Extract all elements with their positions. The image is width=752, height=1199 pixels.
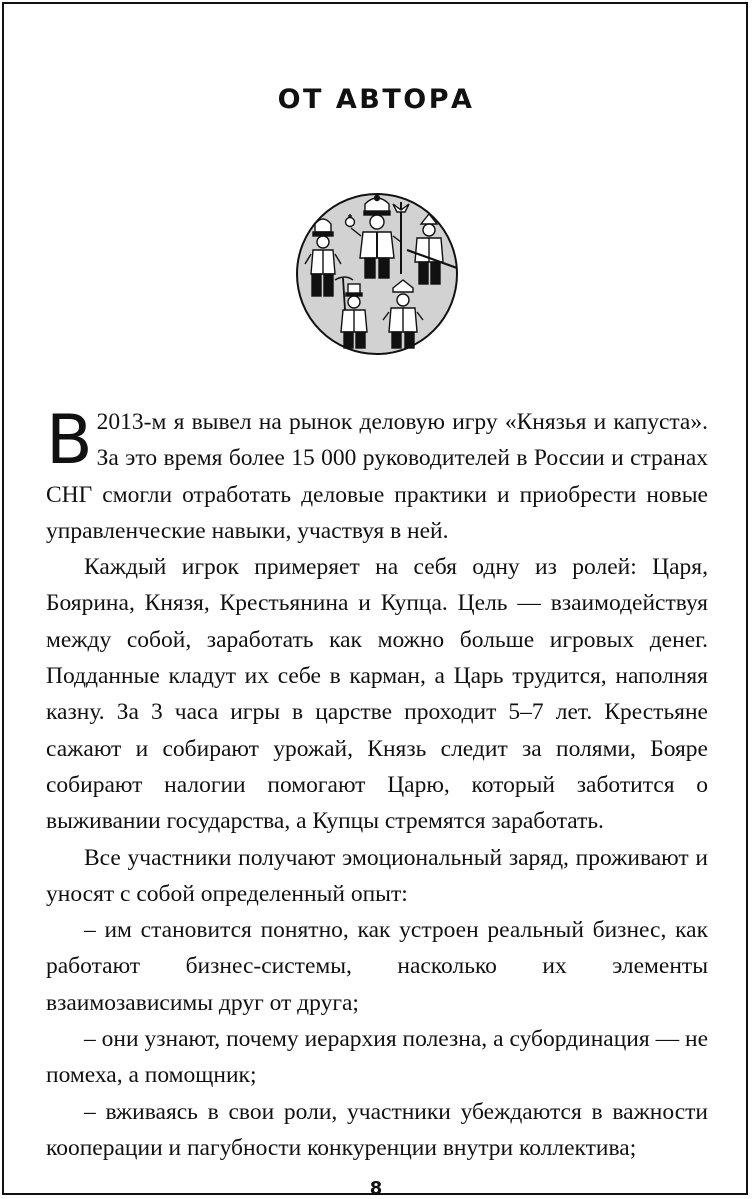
page-number: 8 [369, 1178, 383, 1199]
list-item: – вживаясь в свои роли, участники убеждаются в важности кооперации и пагубности конкуренции внутри коллектива; [46, 1098, 708, 1161]
paragraph-intro [46, 401, 708, 549]
body-text [46, 401, 708, 1166]
page-title: ОТ АВТОРА [277, 84, 475, 115]
drop-cap: В [46, 401, 93, 480]
list-item: – они узнают, почему иерархия полезна, а субординация — не помеха, а помощник; [46, 1026, 708, 1089]
paragraph-participants: Все участники получают эмоциональный заряд, проживают и уносят с собой определенный опыт: [46, 844, 708, 907]
paragraph-roles: Каждый игрок примеряет на себя одну из ролей: Царя, Боярина, Князя, Крестьянина и Купца. Цель — взаимодействуя между собой, заработать как можно больше игровых денег. Подданные кладут их себе в карман, а Царь трудится, наполняя казну. За 3 часа игры в царстве проходит 5–7 лет. Крестьяне сажают и собирают урожай, Князь следит за полями, Бояре собирают налогии помогают Царю, который заботится о выживании государства, а Купцы стремятся заработать. [46, 554, 708, 835]
five-figures-medallion-icon [295, 192, 459, 356]
list-item: – им становится понятно, как устроен реальный бизнес, как работают бизнес-системы, насколько их элементы взаимозависимы друг от друга; [46, 917, 708, 1016]
paragraph-text: 2013-м я вывел на рынок деловую игру «Князья и капуста». За это время более 15 000 руководителей в России и странах СНГ смогли отработать деловые практики и приобрести новые управленческие навыки, участвуя в ней. [46, 409, 708, 544]
